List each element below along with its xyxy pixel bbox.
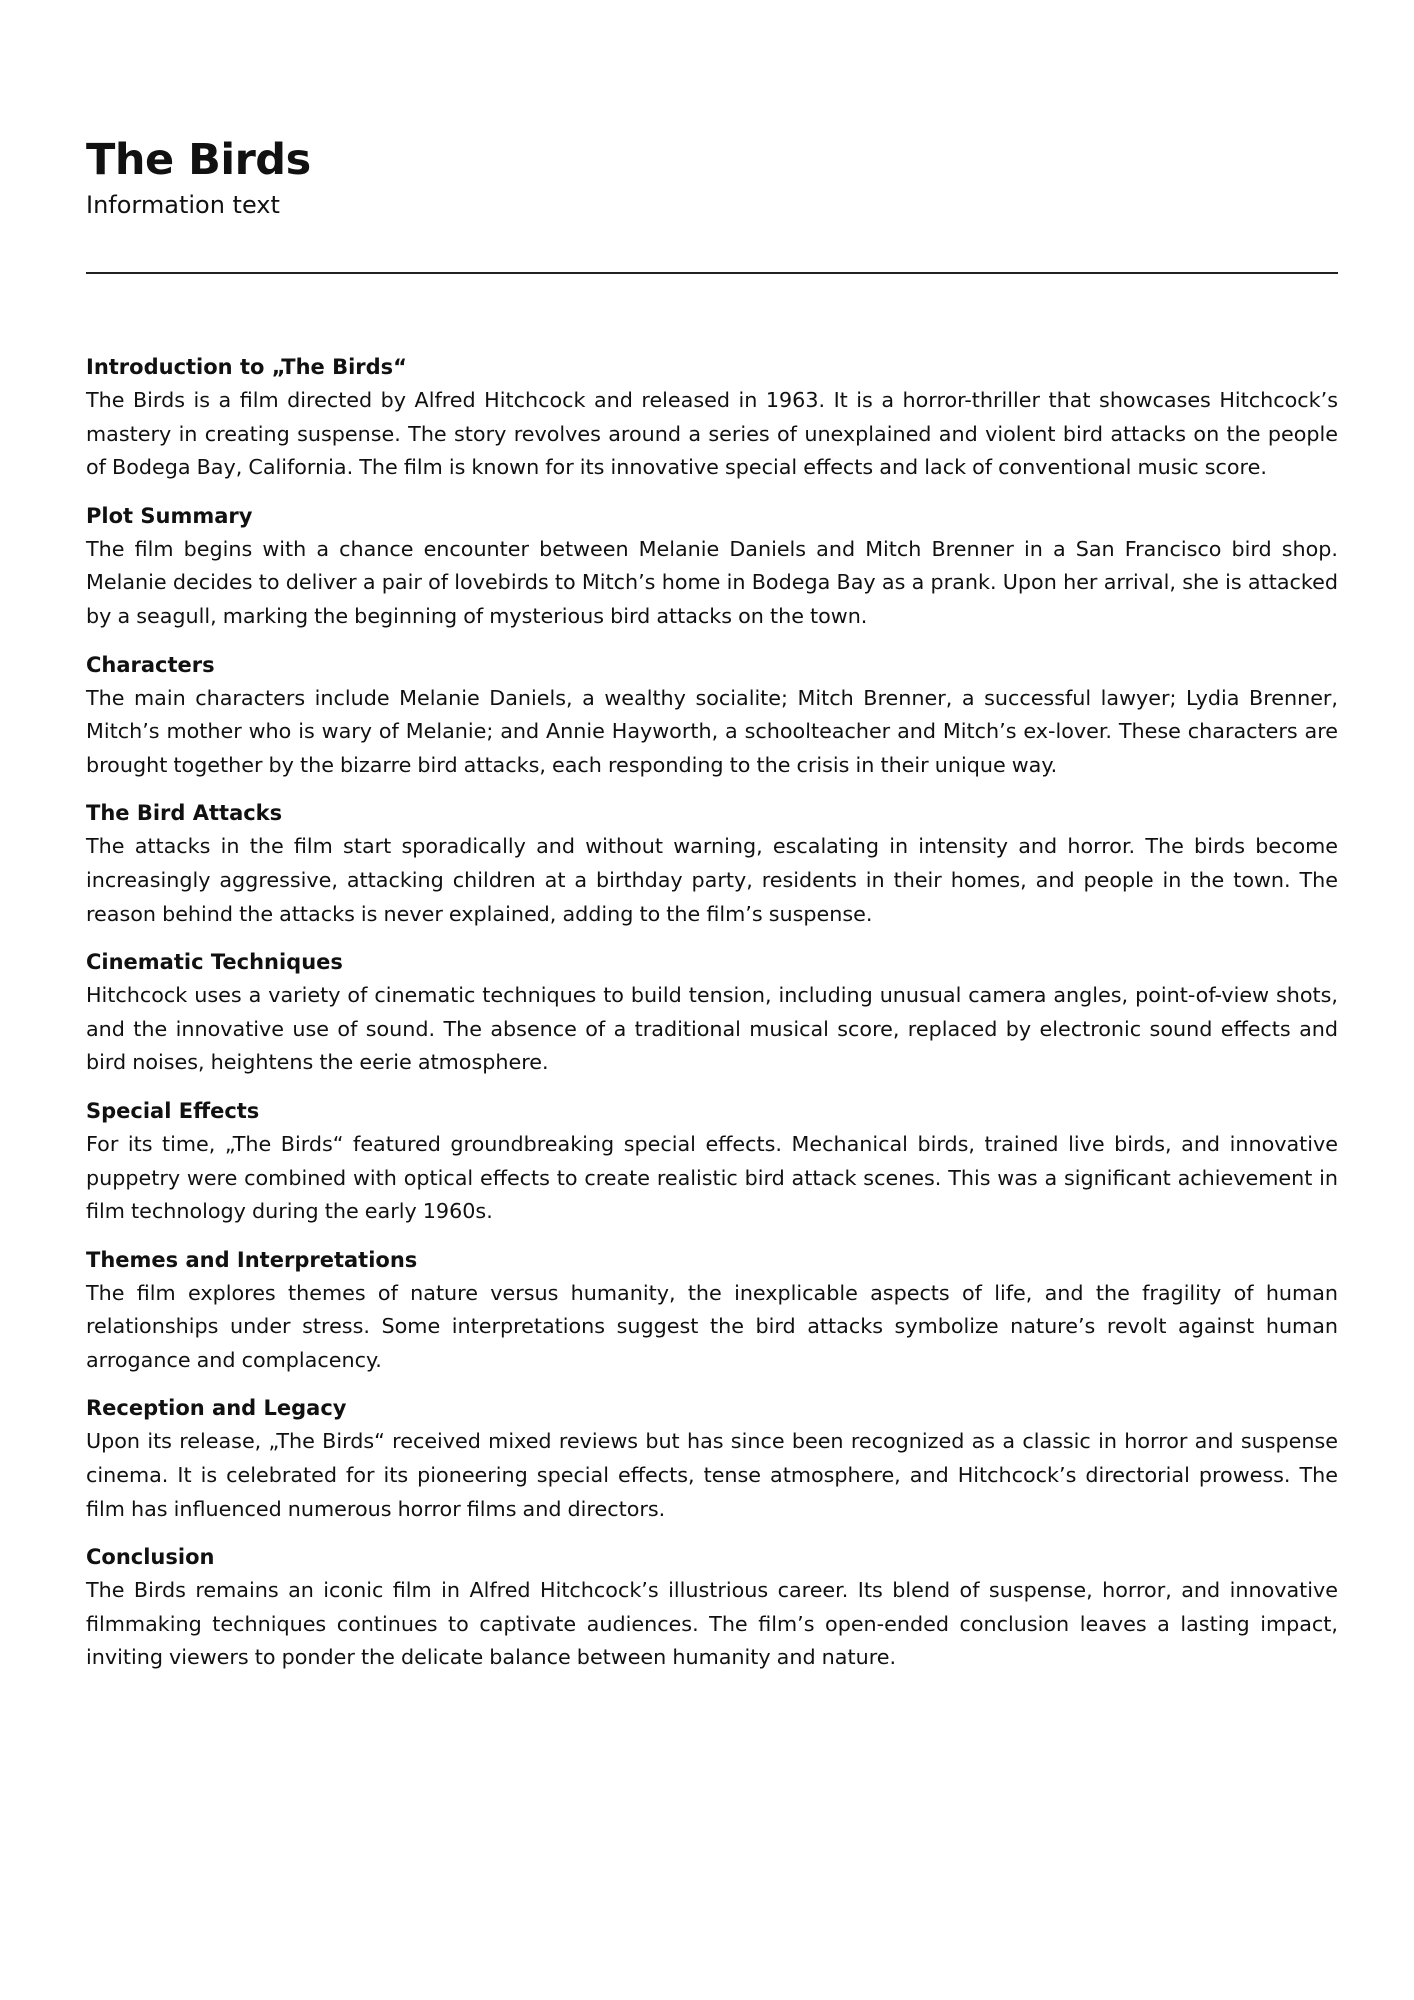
document-subtitle: Information text bbox=[86, 191, 280, 219]
document-title: The Birds bbox=[86, 135, 311, 185]
section-characters bbox=[86, 649, 1338, 783]
section-plot-summary bbox=[86, 500, 1338, 634]
section-themes bbox=[86, 1244, 1338, 1378]
section-heading: Plot Summary bbox=[86, 503, 253, 528]
section-heading: Characters bbox=[86, 652, 215, 677]
section-body: For its time, „The Birds“ featured groundbreaking special effects. Mechanical birds, trained live birds, and innovative puppetry were combined with optical effects to create realistic bird attack scenes. This was a significant achievement in film technology during the early 1960s. bbox=[86, 1131, 1338, 1224]
section-body: Upon its release, „The Birds“ received mixed reviews but has since been recognized as a classic in horror and suspense cinema. It is celebrated for its pioneering special effects, tense atmosphere, and Hitchcock’s directorial prowess. The film has influenced numerous horror films and directors. bbox=[86, 1429, 1338, 1521]
section-body: The Birds remains an iconic film in Alfred Hitchcock’s illustrious career. Its blend of suspense, horror, and innovative filmmaking techniques continues to captivate audiences. The film’s open-ended conclusion leaves a lasting impact, inviting viewers to ponder the delicate balance between humanity and nature. bbox=[86, 1578, 1338, 1670]
section-body: The film explores themes of nature versus humanity, the inexplicable aspects of life, and the fragility of human relationships under stress. Some interpretations suggest the bird attacks symbolize nature’s revolt against human arrogance and complacency. bbox=[86, 1280, 1338, 1372]
section-body: The main characters include Melanie Daniels, a wealthy socialite; Mitch Brenner, a successful lawyer; Lydia Brenner, Mitch’s mother who is wary of Melanie; and Annie Hayworth, a schoolteacher and Mitch’s ex-lover. These characters are brought together by the bizarre bird attacks, each responding to the crisis in their unique way. bbox=[86, 685, 1338, 777]
section-reception bbox=[86, 1392, 1338, 1526]
section-body: The Birds is a film directed by Alfred Hitchcock and released in 1963. It is a horror-thriller that showcases Hitchcock’s mastery in creating suspense. The story revolves around a series of unexplained and violent bird attacks on the people of Bodega Bay, California. The film is known for its innovative special effects and lack of conventional music score. bbox=[86, 388, 1338, 480]
section-bird-attacks bbox=[86, 797, 1338, 931]
section-heading: Themes and Interpretations bbox=[86, 1247, 418, 1272]
section-heading: Conclusion bbox=[86, 1545, 215, 1570]
section-heading: Introduction to „The Birds“ bbox=[86, 355, 407, 379]
section-body: The attacks in the film start sporadically and without warning, escalating in intensity and horror. The birds become increasingly aggressive, attacking children at a birthday party, residents in their homes, and people in the town. The reason behind the attacks is never explained, adding to the film’s suspense. bbox=[86, 834, 1338, 926]
section-heading: Cinematic Techniques bbox=[86, 950, 343, 975]
section-heading: Reception and Legacy bbox=[86, 1396, 347, 1421]
section-heading: Special Effects bbox=[86, 1098, 260, 1123]
section-body: Hitchcock uses a variety of cinematic techniques to build tension, including unusual camera angles, point-of-view shots, and the innovative use of sound. The absence of a traditional musical score, replaced by electronic sound effects and bird noises, heightens the eerie atmosphere. bbox=[86, 983, 1338, 1075]
title-divider bbox=[86, 272, 1338, 274]
document-content bbox=[86, 351, 1338, 1690]
section-heading: The Bird Attacks bbox=[86, 801, 283, 826]
section-body: The film begins with a chance encounter between Melanie Daniels and Mitch Brenner in a San Francisco bird shop. Melanie decides to deliver a pair of lovebirds to Mitch’s home in Bodega Bay as a prank. Upon her arrival, she is attacked by a seagull, marking the beginning of mysterious bird attacks on the town. bbox=[86, 536, 1338, 628]
section-introduction bbox=[86, 351, 1338, 485]
section-cinematic-techniques bbox=[86, 946, 1338, 1080]
section-special-effects bbox=[86, 1095, 1338, 1229]
section-conclusion bbox=[86, 1541, 1338, 1675]
